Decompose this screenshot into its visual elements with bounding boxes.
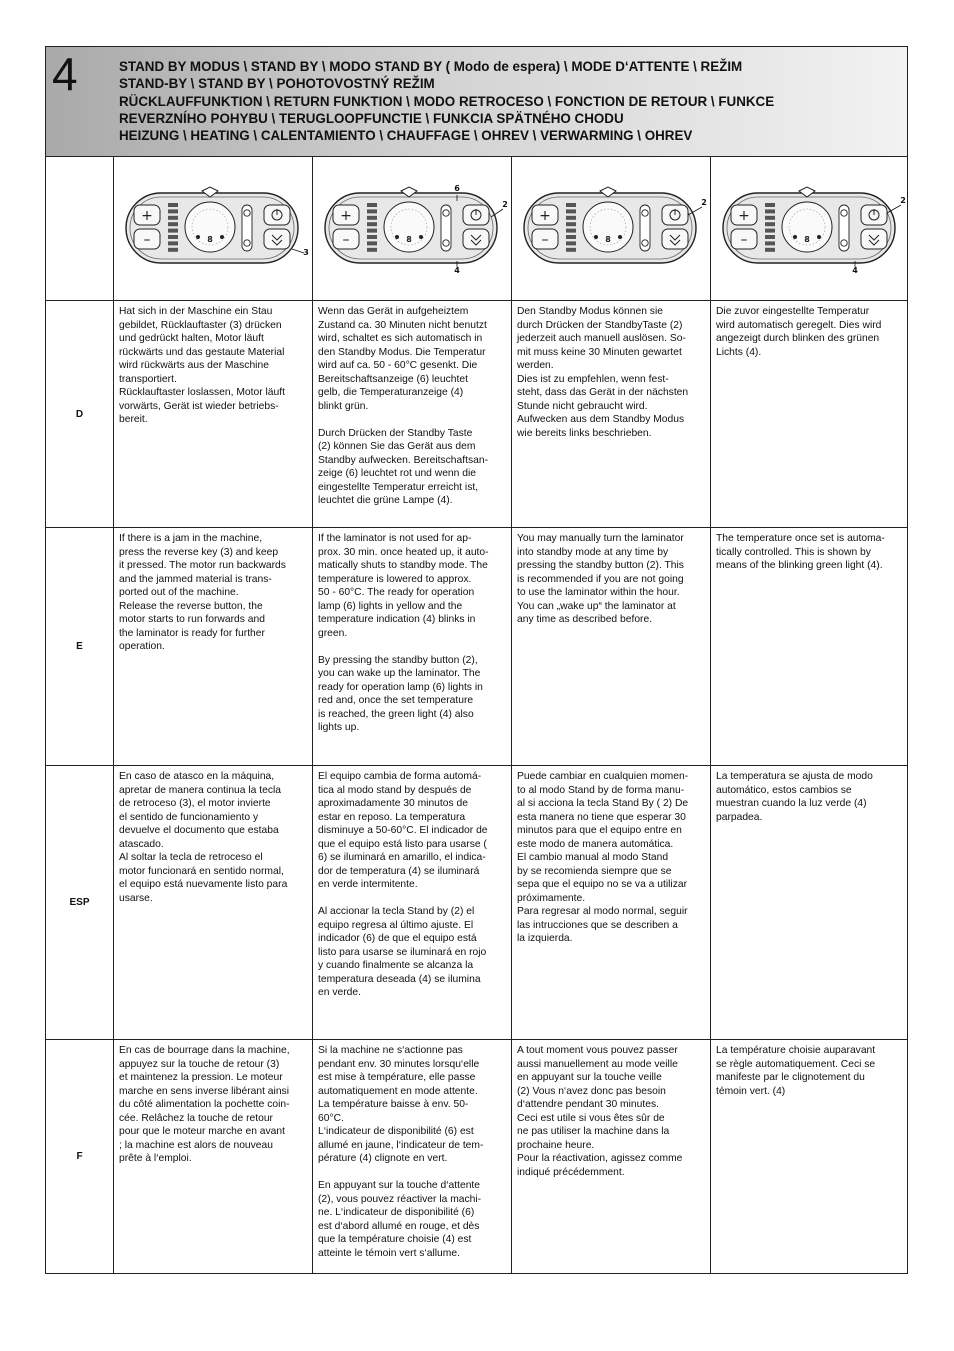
minus-icon: – <box>143 232 151 248</box>
language-row-d <box>46 301 907 528</box>
control-panel-diagram-3 <box>512 157 711 301</box>
section-heading <box>119 58 904 145</box>
heading-line: REVERZNÍHO POHYBU \ TERUGLOOPFUNCTIE \ FUNKCIA SPÄTNÉHO CHODU <box>119 111 624 127</box>
led-segment <box>367 241 377 245</box>
led-segment <box>566 235 576 239</box>
led-segment <box>566 229 576 233</box>
callout-number: 2 <box>502 200 508 209</box>
lang-label-empty <box>46 157 113 300</box>
section-header <box>46 47 907 157</box>
dial-dot <box>618 235 622 239</box>
led-segment <box>367 248 377 252</box>
led-segment <box>765 241 775 245</box>
led-segment <box>168 248 178 252</box>
temperature-lamp <box>244 240 250 246</box>
text-cell-standby-manual: Den Standby Modus können sie durch Drücken der StandbyTaste (2) jederzeit auch manuell auslösen. So- mit muss keine 30 Minuten gewartet werden. Dies ist zu empfehlen, wenn fest- steht, dass das Gerät in der nächsten Stunde nicht gebraucht wird. Aufwecken aus dem Standby Modus wie bereits links beschrieben. <box>511 301 710 527</box>
temperature-lamp <box>841 240 847 246</box>
heading-line: STAND-BY \ STAND BY \ POHOTOVOSTNÝ REŽIM <box>119 76 435 92</box>
text-cell-reverse: If there is a jam in the machine, press the reverse key (3) and keep it pressed. The motor run backwards and the jammed material is trans- ported out of the machine. Release the reverse button, the motor starts to run forwards and the laminator is ready for further operation. <box>113 528 312 765</box>
led-segment <box>168 203 178 207</box>
dial-dot <box>594 235 598 239</box>
minus-icon: – <box>342 232 350 248</box>
diagram-cell <box>113 157 312 300</box>
led-segment <box>566 209 576 213</box>
led-segment <box>765 235 775 239</box>
heading-line: HEIZUNG \ HEATING \ CALENTAMIENTO \ CHAUFFAGE \ OHREV \ VERWARMING \ OHREV <box>119 128 693 144</box>
led-segment <box>765 222 775 226</box>
plus-icon: + <box>738 208 750 224</box>
led-segment <box>566 216 576 220</box>
text-cell-heating: The temperature once set is automa- tically controlled. This is shown by means of the blinking green light (4). <box>710 528 907 765</box>
minus-icon: – <box>740 232 748 248</box>
text-cell-heating: La temperatura se ajusta de modo automático, estos cambios se muestran cuando la luz verde (4) parpadea. <box>710 766 907 1039</box>
text-cell-standby-auto: El equipo cambia de forma automá- tica al modo stand by después de aproximadamente 30 minutos de estar en reposo. La temperatura disminuye a 50-60°C. El indicador de que el equipo está listo para usarse ( 6) se iluminará en amarillo, el indica- dor de temperatura (4) se iluminará en verde intermitente. Al accionar la tecla Stand by (2) el equipo regresa al último ajuste. El indicador (6) de que el equipo está listo para usarse se iluminará en rojo y cuando finalmente se alcanza la temperatura deseada (4) se ilumina en verde. <box>312 766 511 1039</box>
callout-number: 2 <box>900 196 906 205</box>
dial-value-label: 8 <box>207 235 213 244</box>
callout-number: 3 <box>303 248 309 257</box>
text-cell-reverse: Hat sich in der Maschine ein Stau gebildet, Rücklauftaster (3) drücken und gedrückt halten, Motor läuft rückwärts und das gestaute Material wird rückwärts aus der Maschine transportiert. Rücklauftaster loslassen, Motor läuft vorwärts, Gerät ist wieder betriebs- bereit. <box>113 301 312 527</box>
manual-section-frame <box>45 46 908 1274</box>
diagram-cell <box>710 157 907 300</box>
dial-dot <box>419 235 423 239</box>
text-cell-standby-auto: Wenn das Gerät in aufgeheiztem Zustand ca. 30 Minuten nicht benutzt wird, schaltet es sich automatisch in den Standby Modus. Die Temperatur wird auf ca. 50 - 60°C gesenkt. Die Bereitschaftsanzeige (6) leuchtet gelb, die Temperaturanzeige (4) blinkt grün. Durch Drücken der Standby Taste (2) können Sie das Gerät aus dem Standby aufwecken. Bereitschaftsan- zeige (6) leuchtet rot und wenn die eingestellte Temperatur erreicht ist, leuchtet die grüne Lampe (4). <box>312 301 511 527</box>
ready-lamp <box>841 210 847 216</box>
plus-icon: + <box>340 208 352 224</box>
text-cell-heating: La température choisie auparavant se règle automatiquement. Ceci se manifeste par le clignotement du témoin vert. (4) <box>710 1040 907 1273</box>
reverse-button <box>264 229 290 249</box>
callout-number: 2 <box>701 198 707 207</box>
temperature-lamp <box>443 240 449 246</box>
led-segment <box>765 248 775 252</box>
led-segment <box>765 209 775 213</box>
dial-dot <box>220 235 224 239</box>
text-cell-standby-auto: Si la machine ne s‘actionne pas pendant env. 30 minutes lorsqu‘elle est mise à température, elle passe automatiquement en mode attente. La température baisse à env. 50- 60°C. L‘indicateur de disponibilité (6) est allumé en jaune, l‘indicateur de tem- pérature (4) clignote en vert. En appuyant sur la touche d‘attente (2), vous pouvez réactiver la machi- ne. L‘indicateur de disponibilité (6) est d‘abord allumé en rouge, et dès que la température choisie (4) est atteinte le témoin vert s‘allume. <box>312 1040 511 1273</box>
text-cell-reverse: En cas de bourrage dans la machine, appuyez sur la touche de retour (3) et maintenez la pression. Le moteur marche en sens inverse libérant ainsi du côté alimentation la pochette coin- cée. Relâchez la touche de retour pour que le moteur marche en avant ; la machine est alors de nouveau prête à l‘emploi. <box>113 1040 312 1273</box>
control-panel-diagram-1 <box>114 157 313 301</box>
diagram-cell <box>511 157 710 300</box>
led-segment <box>168 216 178 220</box>
temperature-dial <box>782 202 832 252</box>
language-row-esp <box>46 766 907 1040</box>
led-segment <box>765 229 775 233</box>
led-segment <box>367 216 377 220</box>
ready-lamp <box>244 210 250 216</box>
led-segment <box>168 209 178 213</box>
reverse-button <box>662 229 688 249</box>
diagram-row <box>46 157 907 301</box>
lang-label: ESP <box>69 897 90 908</box>
temperature-dial <box>583 202 633 252</box>
text-cell-standby-manual: You may manually turn the laminator into standby mode at any time by pressing the standby button (2). This is recommended if you are not going to use the laminator within the hour. You can „wake up“ the laminator at any time as described before. <box>511 528 710 765</box>
ready-lamp <box>642 210 648 216</box>
text-cell-heating: Die zuvor eingestellte Temperatur wird automatisch geregelt. Dies wird angezeigt durch blinken des grünen Lichts (4). <box>710 301 907 527</box>
minus-icon: – <box>541 232 549 248</box>
diagram-cell <box>312 157 511 300</box>
led-segment <box>765 216 775 220</box>
led-segment <box>566 222 576 226</box>
dial-dot <box>395 235 399 239</box>
led-segment <box>566 248 576 252</box>
led-segment <box>367 222 377 226</box>
heading-line: STAND BY MODUS \ STAND BY \ MODO STAND BY ( Modo de espera) \ MODE D‘ATTENTE \ REŽIM <box>119 59 743 74</box>
dial-value-label: 8 <box>406 235 412 244</box>
led-segment <box>367 235 377 239</box>
callout-leader <box>292 249 304 253</box>
led-segment <box>168 229 178 233</box>
dial-dot <box>196 235 200 239</box>
lang-label: D <box>75 408 84 420</box>
led-segment <box>168 241 178 245</box>
text-cell-standby-manual: A tout moment vous pouvez passer aussi manuellement au mode veille en appuyant sur la touche veille (2) Vous n‘avez donc pas besoin d‘attendre pendant 30 minutes. Ceci est utile si vous êtes sûr de ne pas utiliser la machine dans la prochaine heure. Pour la réactivation, agissez comme indiqué précédemment. <box>511 1040 710 1273</box>
callout-number: 4 <box>454 266 460 275</box>
callout-number: 6 <box>454 184 460 193</box>
reverse-button <box>861 229 887 249</box>
text-cell-reverse: En caso de atasco en la máquina, apretar de manera continua la tecla de retroceso (3), el motor invierte el sentido de funcionamiento y devuelve el documento que estaba atascado. Al soltar la tecla de retroceso el motor funcionará en sentido normal, el equipo está nuevamente listo para usarse. <box>113 766 312 1039</box>
led-segment <box>367 203 377 207</box>
temperature-lamp <box>642 240 648 246</box>
language-row-e <box>46 528 907 766</box>
text-cell-standby-auto: If the laminator is not used for ap- prox. 30 min. once heated up, it auto- matically shuts to standby mode. The temperature is lowered to approx. 50 - 60°C. The ready for operation lamp (6) lights in yellow and the temperature indication (4) blinks in green. By pressing the standby button (2), you can wake up the laminator. The ready for operation lamp (6) lights in red and, once the set temperature is reached, the green light (4) also lights up. <box>312 528 511 765</box>
temperature-dial <box>185 202 235 252</box>
dial-value-label: 8 <box>804 235 810 244</box>
ready-lamp <box>443 210 449 216</box>
led-segment <box>367 209 377 213</box>
section-number: 4 <box>52 48 78 100</box>
heading-line: RÜCKLAUFFUNKTION \ RETURN FUNKTION \ MODO RETROCESO \ FONCTION DE RETOUR \ FUNKCE <box>119 93 775 109</box>
control-panel-diagram-2 <box>313 157 512 301</box>
led-segment <box>168 235 178 239</box>
plus-icon: + <box>141 208 153 224</box>
control-panel-diagram-4 <box>711 157 908 301</box>
led-segment <box>168 222 178 226</box>
led-segment <box>367 229 377 233</box>
led-segment <box>765 203 775 207</box>
lang-label: E <box>76 641 83 652</box>
lang-label: F <box>76 1151 83 1162</box>
text-cell-standby-manual: Puede cambiar en cualquien momen- to al modo Stand by de forma manu- al si acciona la tecla Stand By ( 2) De esta manera no tiene que esperar 30 minutos para que el equipo entre en este modo de manera automática. El cambio manual al modo Stand by se recomienda siempre que se sepa que el equipo no se va a utilizar próximamente. Para regresar al modo normal, seguir las intrucciones que se describen a la izquierda. <box>511 766 710 1039</box>
plus-icon: + <box>539 208 551 224</box>
language-row-f <box>46 1040 907 1273</box>
dial-dot <box>793 235 797 239</box>
dial-dot <box>817 235 821 239</box>
reverse-button <box>463 229 489 249</box>
temperature-dial <box>384 202 434 252</box>
led-segment <box>566 203 576 207</box>
dial-value-label: 8 <box>605 235 611 244</box>
led-segment <box>566 241 576 245</box>
callout-number: 4 <box>852 266 858 275</box>
